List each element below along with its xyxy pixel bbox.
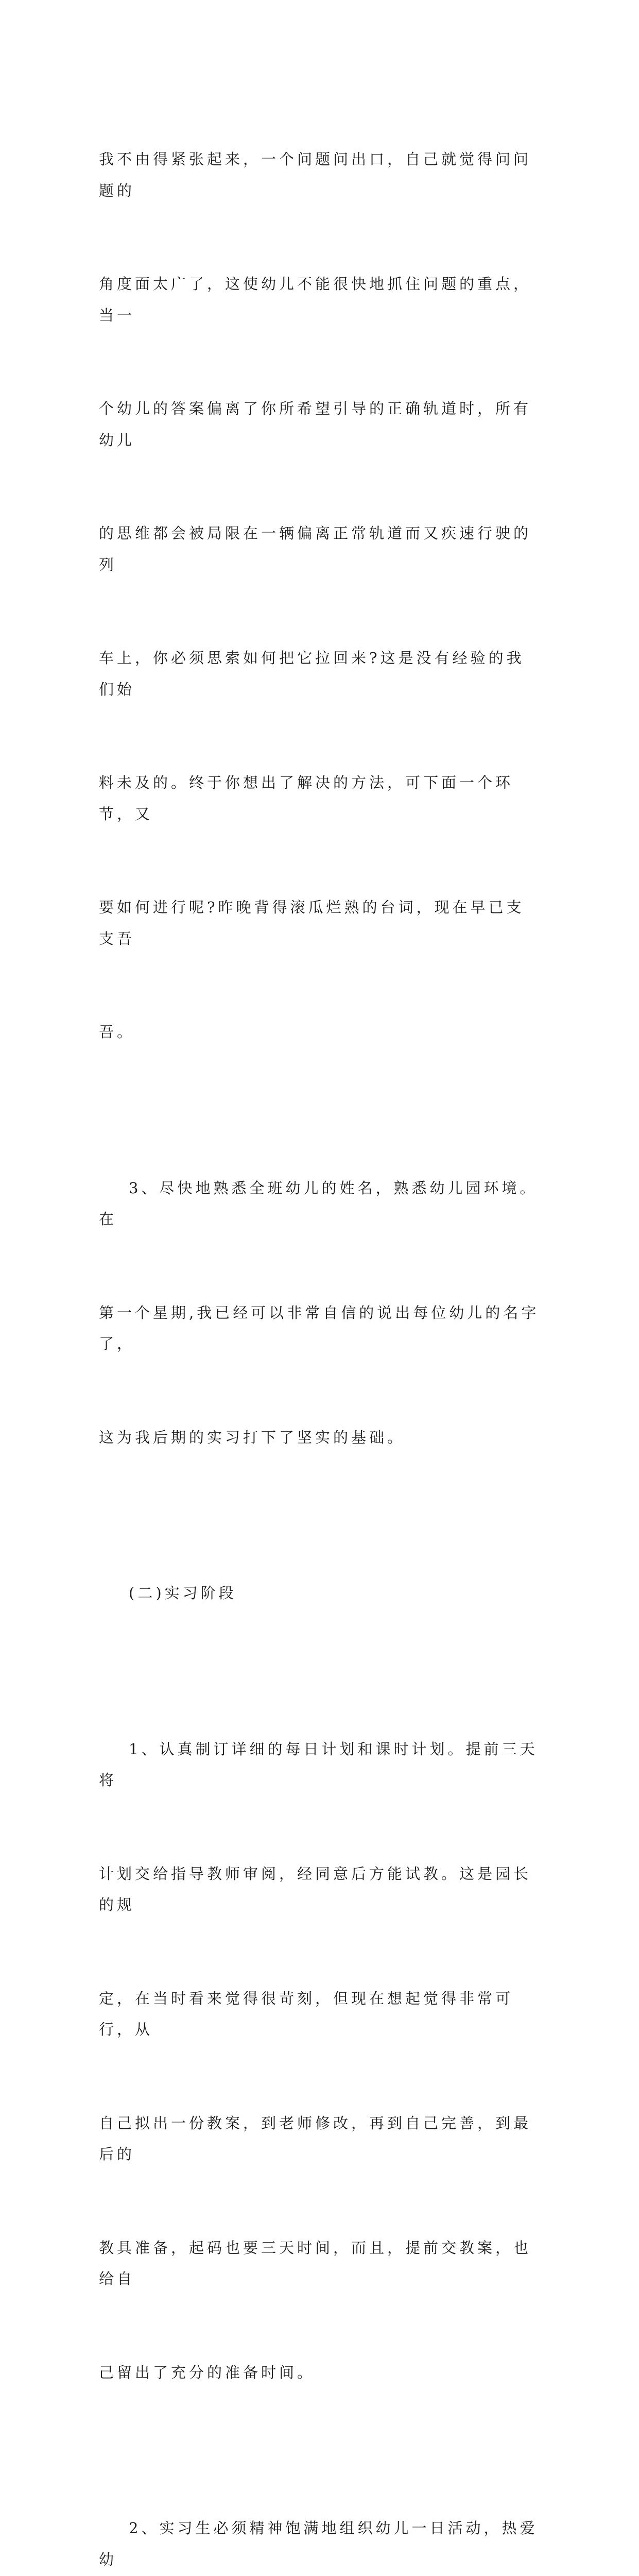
text-line: 自己拟出一份教案，到老师修改，再到自己完善，到最后的	[99, 2114, 532, 2163]
text-line: 这为我后期的实习打下了坚实的基础。	[99, 1428, 406, 1446]
text-line: 教具准备，起码也要三天时间，而且，提前交教案，也给自	[99, 2239, 532, 2287]
text-line: 的思维都会被局限在一辆偏离正常轨道而又疾速行驶的列	[99, 524, 532, 573]
paragraph-item-2	[99, 2450, 541, 2576]
text-line: 计划交给指导教师审阅，经同意后方能试教。这是园长的规	[99, 1865, 532, 1913]
text-line: 3、尽快地熟悉全班幼儿的姓名，熟悉幼儿园环境。在	[99, 1179, 538, 1228]
text-line: 吾。	[99, 1023, 135, 1041]
text-line: 个幼儿的答案偏离了你所希望引导的正确轨道时，所有幼儿	[99, 400, 532, 449]
section-heading	[99, 1515, 541, 1671]
text-line: 要如何进行呢?昨晚背得滚瓜烂熟的台词，现在早已支支吾	[99, 899, 525, 947]
text-line: 角度面太广了，这使幼儿不能很快地抓住问题的重点，当一	[99, 275, 532, 324]
text-line: 己留出了充分的准备时间。	[99, 2363, 316, 2381]
text-line: 第一个星期,我已经可以非常自信的说出每位幼儿的名字了，	[99, 1303, 540, 1352]
heading-line: (二)实习阶段	[129, 1584, 237, 1602]
text-line: 车上，你必须思索如何把它拉回来?这是没有经验的我们始	[99, 649, 525, 698]
paragraph-item-3	[99, 1110, 541, 1516]
document-body	[99, 81, 541, 2576]
text-line: 1、认真制订详细的每日计划和课时计划。提前三天将	[99, 1740, 538, 1789]
paragraph-item-1	[99, 1671, 541, 2451]
text-line: 2、实习生必须精神饱满地组织幼儿一日活动，热爱幼	[99, 2519, 538, 2568]
text-line: 我不由得紧张起来，一个问题问出口，自己就觉得问问题的	[99, 150, 532, 199]
paragraph-continuation	[99, 81, 541, 1110]
text-line: 料未及的。终于你想出了解决的方法，可下面一个环节，又	[99, 774, 514, 823]
text-line: 定，在当时看来觉得很苛刻，但现在想起觉得非常可行，从	[99, 1989, 514, 2038]
